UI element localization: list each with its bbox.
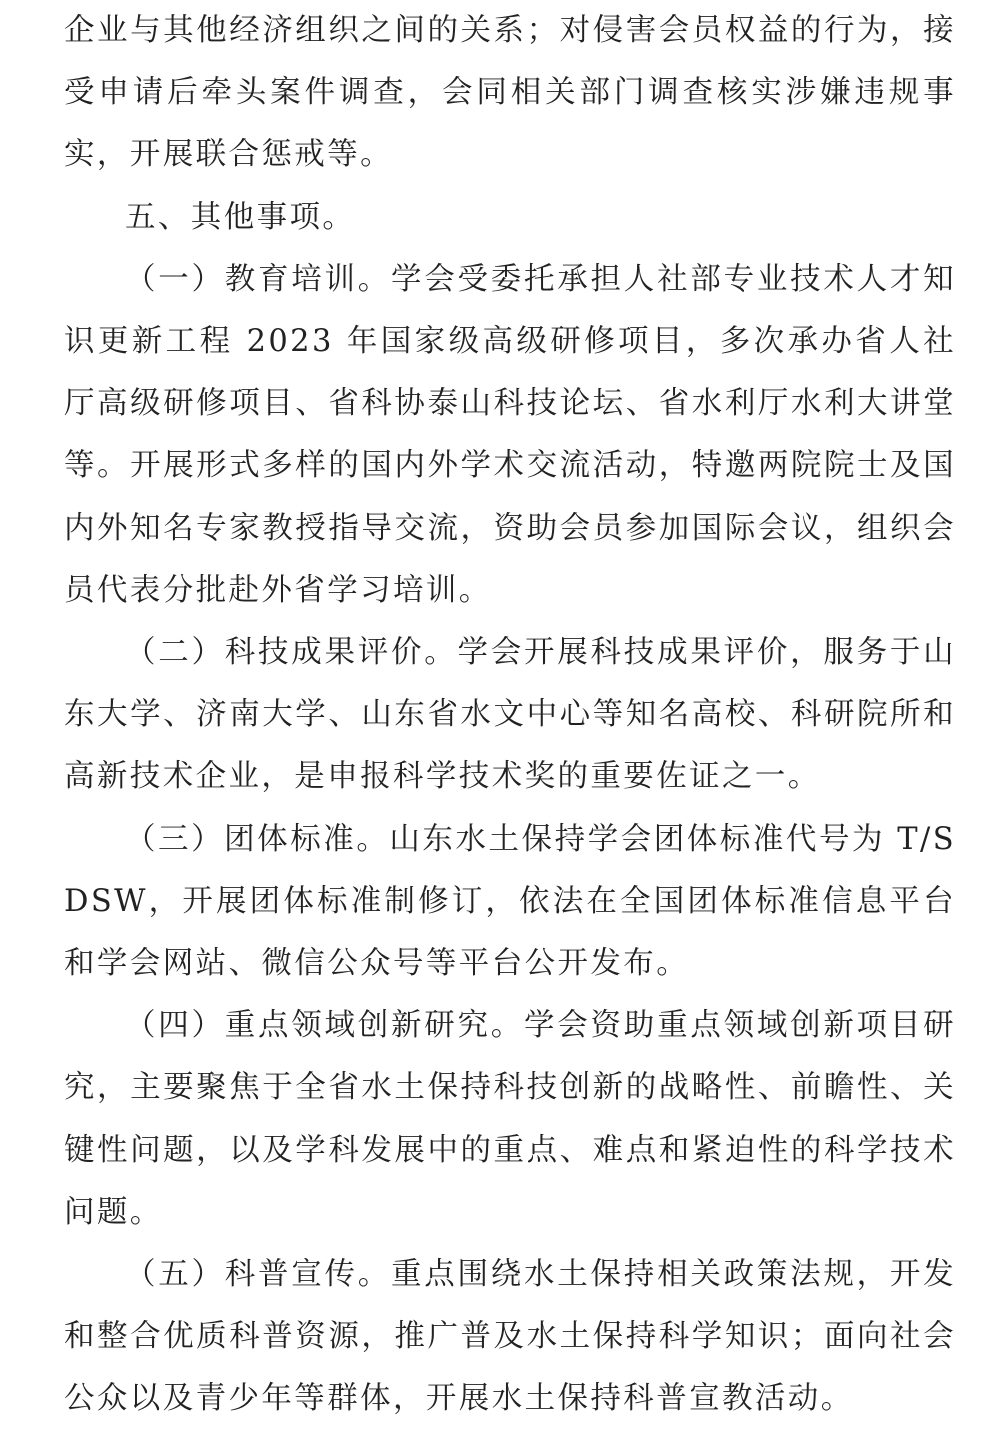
- paragraph-achievement-evaluation: （二）科技成果评价。学会开展科技成果评价，服务于山东大学、济南大学、山东省水文中心等知名高校、科研院所和高新技术企业，是申报科学技术奖的重要佐证之一。: [64, 635, 956, 795]
- paragraph-group-standards: （三）团体标准。山东水土保持学会团体标准代号为 T/SDSW，开展团体标准制修订，依法在全国团体标准信息平台和学会网站、微信公众号等平台公开发布。: [64, 821, 956, 982]
- section-heading-other-matters: 五、其他事项。: [125, 199, 356, 235]
- paragraph-science-popularization: （五）科普宣传。重点围绕水土保持相关政策法规，开发和整合优质科普资源，推广普及水土保持科学知识；面向社会公众以及青少年等群体，开展水土保持科普宣教活动。: [64, 1257, 956, 1417]
- paragraph-continuation: 企业与其他经济组织之间的关系；对侵害会员权益的行为，接受申请后牵头案件调查，会同相关部门调查核实涉嫌违规事实，开展联合惩戒等。: [64, 13, 956, 173]
- paragraph-education-training: （一）教育培训。学会受委托承担人社部专业技术人才知识更新工程 2023 年国家级高级研修项目，多次承办省人社厅高级研修项目、省科协泰山科技论坛、省水利厅水利大讲堂等。开展形式多样的国内外学术交流活动，特邀两院院士及国内外知名专家教授指导交流，资助会员参加国际会议，组织会员代表分批赴外省学习培训。: [64, 261, 956, 608]
- paragraph-innovation-research: （四）重点领域创新研究。学会资助重点领域创新项目研究，主要聚焦于全省水土保持科技创新的战略性、前瞻性、关键性问题，以及学科发展中的重点、难点和紧迫性的科学技术问题。: [64, 1008, 956, 1230]
